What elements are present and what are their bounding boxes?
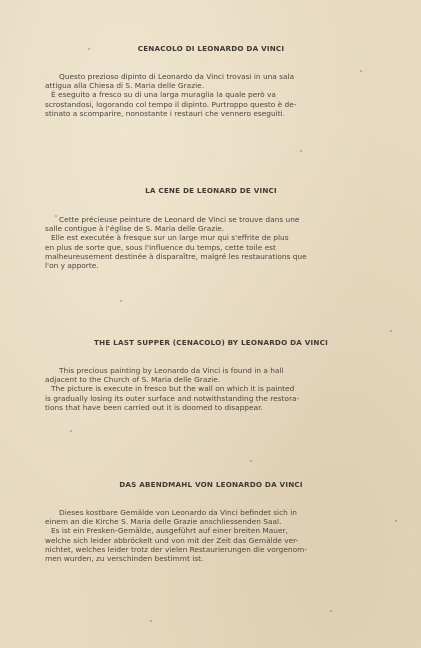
paper-speck — [120, 300, 122, 302]
text-line: Es ist ein Fresken-Gemälde, ausgeführt auf einer breiten Mauer, — [51, 526, 288, 536]
section-paragraph — [45, 72, 377, 118]
text-line: This precious painting by Leonardo da Vinci is found in a hall — [59, 366, 284, 375]
section-heading: CENACOLO DI LEONARDO DA VINCI — [137, 44, 285, 53]
paper-speck — [250, 460, 252, 462]
text-line: salle contigue à l'église de S. Maria delle Grazie. — [45, 224, 225, 234]
paper-speck — [330, 610, 332, 612]
section-heading: THE LAST SUPPER (CENACOLO) BY LEONARDO DA VINCI — [94, 338, 328, 347]
paper-speck — [390, 330, 392, 332]
section-paragraph — [45, 508, 377, 563]
section-heading: DAS ABENDMAHL VON LEONARDO DA VINCI — [119, 480, 303, 489]
section-heading: LA CENE DE LEONARD DE VINCI — [145, 186, 277, 195]
text-line: tions that have been carried out it is doomed to disappear. — [45, 402, 263, 412]
text-line: nichtet, welches leider trotz der vielen Restaurierungen die vorgenom- — [45, 544, 307, 554]
text-line: l'on y apporte. — [45, 261, 99, 271]
text-line: È eseguito a fresco su di una larga muraglia la quale però va — [51, 90, 276, 100]
paper-speck — [395, 520, 397, 522]
text-line: Questo prezioso dipinto di Leonardo da Vinci trovasi in una sala — [59, 72, 295, 81]
paper-speck — [150, 620, 152, 622]
section-paragraph — [45, 366, 377, 412]
text-line: attigua alla Chiesa di S. Maria delle Grazie. — [45, 81, 205, 91]
text-line: en plus de sorte que, sous l'influence du temps, cette toile est — [45, 242, 276, 252]
text-line: adjacent to the Church of S. Maria delle Grazie. — [45, 375, 221, 385]
text-line: Elle est executée à fresque sur un large mur qui s'effrite de plus — [51, 233, 289, 243]
text-line: einem an die Kirche S. Maria delle Grazie anschliessenden Saal. — [45, 517, 282, 527]
section-italian — [45, 44, 377, 118]
paper-speck — [70, 430, 72, 432]
text-line: malheureusement destinée à disparaître, malgré les restaurations que — [45, 251, 307, 261]
section-french — [45, 186, 377, 270]
section-english — [45, 338, 377, 412]
text-line: stinato a scomparire, nonostante i restauri che vennero eseguiti. — [45, 108, 286, 118]
text-line: is gradually losing its outer surface and notwithstanding the restora- — [45, 393, 300, 403]
text-line: Cette précieuse peinture de Leonard de Vinci se trouve dans une — [59, 215, 300, 224]
text-line: men wurden, zu verschinden bestimmt ist. — [45, 554, 204, 564]
text-line: The picture is execute in fresco but the wall on which it is painted — [51, 384, 295, 394]
section-paragraph — [45, 215, 377, 270]
text-line: scrostandosi, logorando col tempo il dipinto. Purtroppo questo è de- — [45, 99, 297, 109]
section-german — [45, 480, 377, 563]
text-line: Dieses kostbare Gemälde von Leonardo da Vinci befindet sich in — [59, 508, 297, 517]
paper-speck — [300, 150, 302, 152]
text-line: welche sich leider abbröckelt und von mit der Zeit das Gemälde ver- — [45, 535, 299, 545]
